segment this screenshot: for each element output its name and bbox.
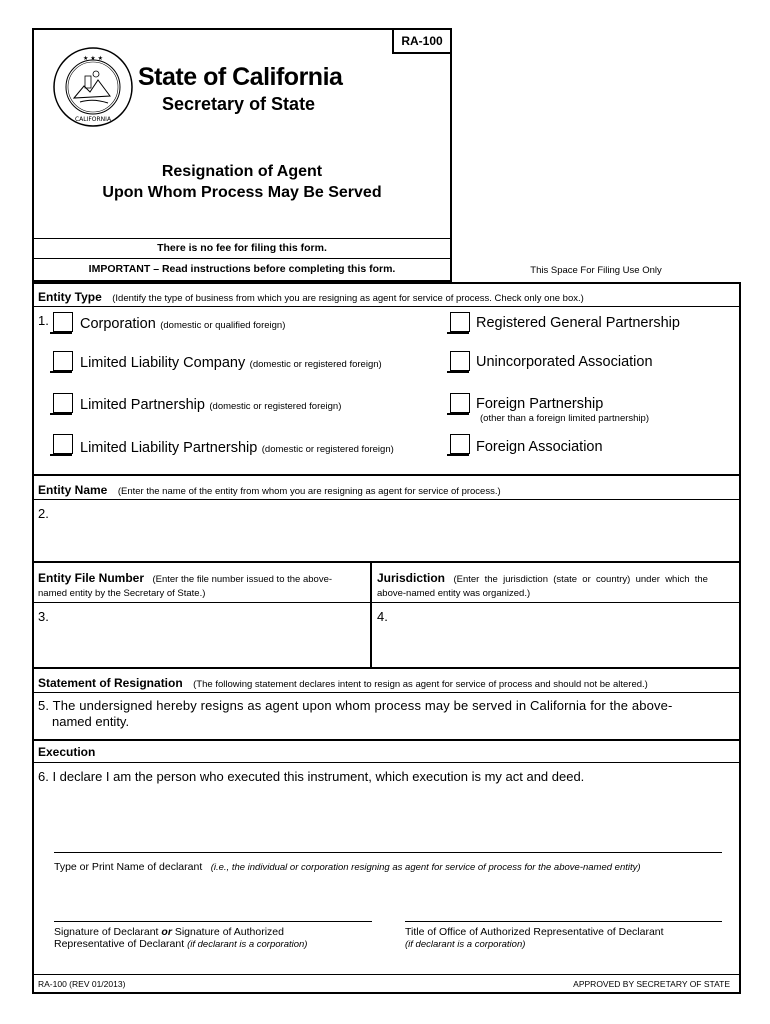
llp-checkbox[interactable]: [53, 434, 73, 454]
limited-partnership-option: [80, 396, 341, 414]
column-divider: [370, 561, 372, 667]
corporation-checkbox[interactable]: [53, 312, 73, 332]
form-id-badge: [392, 30, 450, 54]
foreign-association-label: Foreign Association: [476, 439, 603, 455]
execution-declaration: 6. I declare I am the person who executed this instrument, which execution is my act and deed.: [38, 769, 585, 784]
no-fee-notice: There is no fee for filing this form.: [157, 242, 327, 254]
file-number-number: 3.: [38, 609, 49, 624]
jurisdiction-header: [377, 572, 727, 600]
divider: [32, 258, 452, 259]
divider: [32, 306, 741, 307]
unincorporated-association-label: Unincorporated Association: [476, 354, 653, 370]
foreign-association-checkbox[interactable]: [450, 434, 470, 454]
declarant-name-caption: [54, 857, 641, 875]
jurisdiction-heading: Jurisdiction: [377, 571, 446, 585]
form-revision: RA-100 (REV 01/2013): [38, 979, 126, 989]
corporation-note: (domestic or qualified foreign): [160, 320, 286, 331]
llp-label: Limited Liability Partnership: [80, 440, 258, 456]
entity-type-instruction: (Identify the type of business from which you are resigning as agent for service of process. Check only one box.): [112, 293, 584, 304]
entity-name-number: 2.: [38, 506, 49, 521]
limited-partnership-note: (domestic or registered foreign): [209, 401, 342, 412]
jurisdiction-field[interactable]: [373, 604, 739, 666]
file-number-header: [38, 572, 363, 600]
filing-space-label: This Space For Filing Use Only: [530, 265, 662, 276]
state-title: State of California: [138, 63, 343, 91]
corporation-label: Corporation: [80, 316, 156, 332]
statement-instruction: (The following statement declares intent to resign as agent for service of process and should not be altered.): [193, 679, 648, 690]
section-divider: [32, 474, 741, 476]
statement-header: [38, 674, 648, 692]
llp-option: [80, 439, 394, 457]
file-number-instruction: (Enter the file number issued to the above-: [152, 574, 333, 585]
jurisdiction-instruction: (Enter the jurisdiction (state or country) under which the: [453, 574, 708, 585]
section-divider: [32, 739, 741, 741]
important-notice: IMPORTANT – Read instructions before completing this form.: [88, 263, 396, 275]
title-line[interactable]: [405, 921, 722, 922]
jurisdiction-number: 4.: [377, 609, 388, 624]
entity-type-header: [38, 288, 584, 306]
divider: [32, 602, 741, 603]
footer-divider: [32, 974, 741, 975]
signature-label-b: Signature of Authorized: [171, 926, 284, 938]
signature-label-a: Signature of Declarant: [54, 926, 162, 938]
entity-type-number: 1.: [38, 313, 49, 328]
limited-partnership-checkbox[interactable]: [53, 393, 73, 413]
divider: [32, 762, 741, 763]
form-title-line2: Upon Whom Process May Be Served: [102, 184, 382, 201]
llp-note: (domestic or registered foreign): [261, 444, 394, 455]
divider: [32, 238, 452, 239]
divider: [32, 692, 741, 693]
entity-name-field[interactable]: [34, 501, 739, 561]
llc-label: Limited Liability Company: [80, 355, 246, 371]
form-id: RA-100: [401, 34, 443, 48]
foreign-partnership-checkbox[interactable]: [450, 393, 470, 413]
entity-type-heading: Entity Type: [38, 290, 102, 304]
jurisdiction-instruction-2: above-named entity was organized.): [377, 588, 531, 599]
statement-text: [38, 698, 738, 730]
declarant-name-note: (i.e., the individual or corporation resigning as agent for service of process for the above-named entity): [210, 862, 641, 873]
declarant-name-label: Type or Print Name of declarant: [54, 861, 203, 873]
entity-name-instruction: (Enter the name of the entity from whom you are resigning as agent for service of process.): [117, 486, 501, 497]
signature-or: or: [161, 926, 172, 938]
general-partnership-label: Registered General Partnership: [476, 315, 680, 331]
statement-line-2: named entity.: [52, 714, 130, 729]
llc-note: (domestic or registered foreign): [249, 359, 382, 370]
file-number-instruction-2: named entity by the Secretary of State.): [38, 588, 206, 599]
section-divider: [32, 561, 741, 563]
section-divider: [32, 667, 741, 669]
signature-label-c: Representative of Declarant: [54, 938, 188, 950]
statement-line-1: 5. The undersigned hereby resigns as agent upon whom process may be served in California for the above-: [38, 698, 673, 713]
state-seal-icon: [52, 46, 134, 128]
llc-checkbox[interactable]: [53, 351, 73, 371]
approved-notice: APPROVED BY SECRETARY OF STATE: [573, 979, 730, 989]
office-title: Secretary of State: [162, 94, 316, 114]
foreign-partnership-note: (other than a foreign limited partnership): [480, 413, 649, 424]
signature-line[interactable]: [54, 921, 372, 922]
signature-caption: [54, 926, 307, 951]
form-title-line1: Resignation of Agent: [161, 163, 323, 180]
unincorporated-association-checkbox[interactable]: [450, 351, 470, 371]
entity-name-header: [38, 481, 501, 499]
general-partnership-checkbox[interactable]: [450, 312, 470, 332]
corporation-option: [80, 315, 285, 333]
divider: [32, 499, 741, 500]
statement-heading: Statement of Resignation: [38, 676, 183, 690]
svg-text:CALIFORNIA: CALIFORNIA: [74, 116, 112, 123]
title-label: Title of Office of Authorized Representative of Declarant: [405, 926, 664, 938]
llc-option: [80, 354, 382, 372]
limited-partnership-label: Limited Partnership: [80, 397, 205, 413]
entity-name-heading: Entity Name: [38, 483, 108, 497]
declarant-name-line[interactable]: [54, 852, 722, 853]
file-number-heading: Entity File Number: [38, 571, 145, 585]
svg-text:★ ★ ★: ★ ★ ★: [83, 55, 103, 62]
title-note: (if declarant is a corporation): [405, 939, 526, 950]
file-number-field[interactable]: [34, 604, 369, 666]
title-caption: [405, 926, 664, 951]
signature-note: (if declarant is a corporation): [187, 939, 308, 950]
foreign-partnership-label: Foreign Partnership: [476, 396, 604, 412]
execution-heading: Execution: [38, 745, 96, 759]
